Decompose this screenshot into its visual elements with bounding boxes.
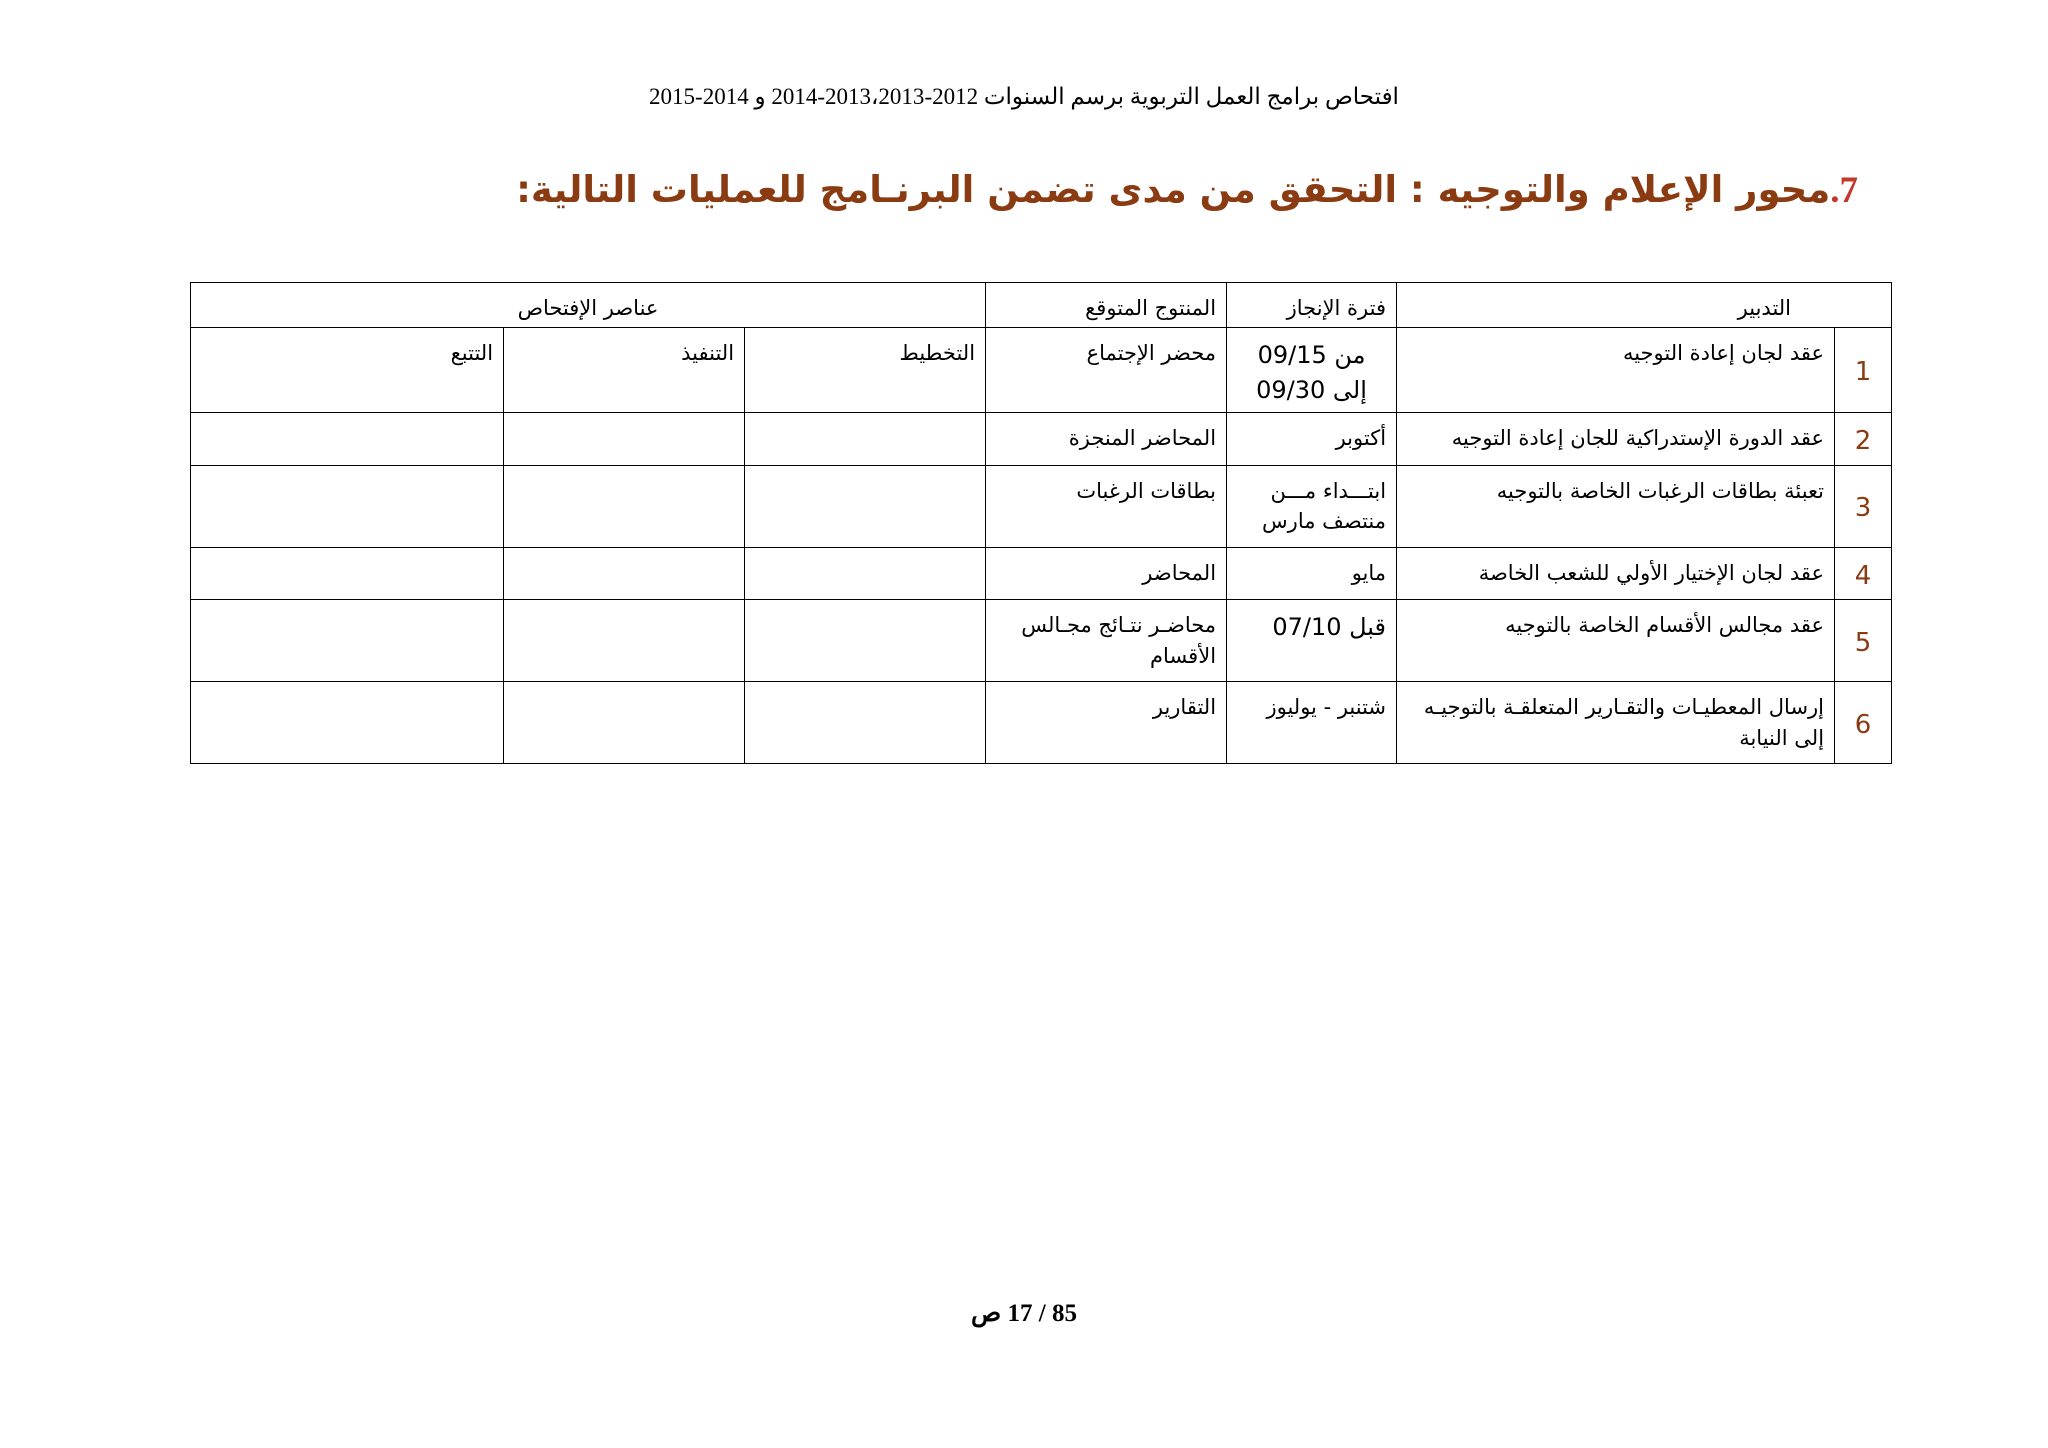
row-number: 5 <box>1835 600 1892 682</box>
row-number: 1 <box>1835 328 1892 413</box>
row-period: مايو <box>1227 547 1397 600</box>
header-inspection: عناصر الإفتحاص <box>191 283 986 328</box>
planning-cell <box>745 547 986 600</box>
row-number: 6 <box>1835 682 1892 764</box>
row-period: من 09/15 إلى 09/30 <box>1227 328 1397 413</box>
table-header-row <box>191 283 1892 328</box>
execution-cell <box>504 465 745 547</box>
execution-cell <box>504 547 745 600</box>
planning-cell <box>745 413 986 466</box>
header-product: المنتوج المتوقع <box>986 283 1227 328</box>
row-number: 2 <box>1835 413 1892 466</box>
followup-cell <box>191 413 504 466</box>
section-title-text: محور الإعلام والتوجيه : التحقق من مدى تضمن البرنـامج للعمليات التالية: <box>516 168 1831 211</box>
page-footer: 85 / 17 ص <box>971 1300 1077 1327</box>
table-row <box>191 413 1892 466</box>
row-action: تعبئة بطاقات الرغبات الخاصة بالتوجيه <box>1397 465 1835 547</box>
row-product: بطاقات الرغبات <box>986 465 1227 547</box>
header-action: التدبير <box>1397 283 1892 328</box>
subheader-execution: التنفيذ <box>504 328 745 413</box>
row-action: إرسال المعطيـات والتقـارير المتعلقـة بالتوجيـه إلى النيابة <box>1397 682 1835 764</box>
row-action: عقد مجالس الأقسام الخاصة بالتوجيه <box>1397 600 1835 682</box>
inspection-table <box>190 282 1892 764</box>
followup-cell <box>191 547 504 600</box>
row-number: 4 <box>1835 547 1892 600</box>
section-title <box>516 168 1858 212</box>
row-product: محاضـر نتـائج مجـالس الأقسام <box>986 600 1227 682</box>
row-action: عقد الدورة الإستدراكية للجان إعادة التوجيه <box>1397 413 1835 466</box>
row-product: المحاضر <box>986 547 1227 600</box>
table-row <box>191 328 1892 413</box>
row-period: ابتـــداء مـــن منتصف مارس <box>1227 465 1397 547</box>
row-product: محضر الإجتماع <box>986 328 1227 413</box>
execution-cell <box>504 682 745 764</box>
execution-cell <box>504 600 745 682</box>
section-number: 7. <box>1830 170 1858 211</box>
planning-cell <box>745 682 986 764</box>
followup-cell <box>191 600 504 682</box>
table-row <box>191 600 1892 682</box>
followup-cell <box>191 682 504 764</box>
planning-cell <box>745 600 986 682</box>
table-row <box>191 547 1892 600</box>
row-period: شتنبر - يوليوز <box>1227 682 1397 764</box>
planning-cell <box>745 465 986 547</box>
followup-cell <box>191 465 504 547</box>
row-action: عقد لجان إعادة التوجيه <box>1397 328 1835 413</box>
header-period: فترة الإنجاز <box>1227 283 1397 328</box>
subheader-followup: التتبع <box>191 328 504 413</box>
row-period: أكتوبر <box>1227 413 1397 466</box>
row-number: 3 <box>1835 465 1892 547</box>
row-action: عقد لجان الإختيار الأولي للشعب الخاصة <box>1397 547 1835 600</box>
row-product: التقارير <box>986 682 1227 764</box>
row-period: قبل 07/10 <box>1227 600 1397 682</box>
table-row <box>191 465 1892 547</box>
row-product: المحاضر المنجزة <box>986 413 1227 466</box>
table-row <box>191 682 1892 764</box>
execution-cell <box>504 413 745 466</box>
page-header: افتحاص برامج العمل التربوية برسم السنوات 2012-2013،2013-2014 و 2014-2015 <box>649 84 1399 109</box>
subheader-planning: التخطيط <box>745 328 986 413</box>
